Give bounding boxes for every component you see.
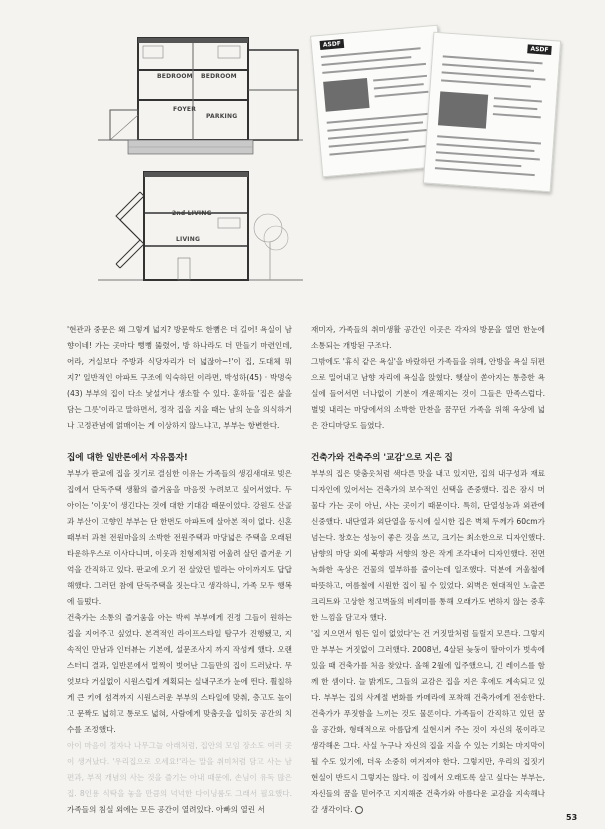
left-paragraph-1: 부부가 판교에 집을 짓기로 결심한 이유는 가족들의 생김새대로 빚은 집에서 단독주택 생활의 즐거움을 마음껏 누려보고 싶어서였다. 두 아이는 '이웃'이 생긴다는 것에 대한 기대감 때문이었다. 강원도 산골과 부산이 고향인 부부는 단 한번도 아파트에 살아본 적이 없다. 신혼 때부터 과천 전원마을의 소박한 전원주택과 마당넓은 주택을 오래된 타운하우스로 이사다니며, 이웃과 친형제처럼 어울려 살던 즐거운 기억을 간직하고 있다. 판교에 오기 전 살았던 빌라는 아이까지도 답답해했다. 그러던 참에 단독주택을 짓는다고 생각하니, 가족 모두 행복에 들떴다.	[67, 469, 292, 606]
right-paragraph-2-text: '집 지으면서 힘든 일이 없었다'는 건 거짓말처럼 들릴지 모른다. 그렇지만 부부는 거짓없이 그러했다. 2008년, 4살된 늦둥이 딸아이가 벗속에 있을 때 건축가를 처음 찾았다. 올해 2월에 입주했으니, 긴 레이스를 함께 한 셈이다. 늘 밝게도, 그들의 교감은 집을 지은 후에도 계속되고 있다. 부부는 집의 사계절 변화를 카메라에 포착해 건축가에게 전송한다. 건축가가 푸짓함을 느끼는 것도 물론이다. 가족들이 간직하고 있던 꿈을 공간화, 형태적으로 아름답게 실현시켜 주는 것이 자신의 몫이라고 생각해온 그다. 사실 누구나 자신의 집을 지을 수 있는 기회는 마지막이 될 수도 있기에, 더욱 소중히 여겨져야 한다. 그렇지만, 우리의 집짓기 현실이 반드시 그렇지는 않다. 이 집에서 오래도록 살고 싶다는 부부는, 자신들의 꿈을 믿어주고 지지해준 건축가와 아름다운 교감을 지속해나갈 생각이다.	[311, 629, 545, 814]
right-paragraph-2	[311, 626, 545, 818]
clipping-b-masthead: ASDF	[527, 44, 552, 55]
section-label-bedroom-1: BEDROOM	[157, 73, 193, 80]
elevation-label-living: LIVING	[176, 236, 201, 243]
section-label-bedroom-2: BEDROOM	[201, 73, 237, 80]
left-paragraph-3-tail: 가족들의 침실 외에는 모든 공간이 열려있다. 아빠의 열린 서	[67, 805, 265, 814]
end-mark-icon	[355, 806, 363, 814]
section-drawing-svg	[98, 20, 303, 158]
right-paragraph-0: 재미자, 가족들의 취미생활 공간인 이곳은 각자의 방문을 열면 한눈에 소통되는 개방된 구조다.	[311, 325, 545, 350]
magazine-clipping-b	[423, 32, 561, 193]
section-label-parking: PARKING	[206, 113, 238, 120]
elevation-label-2nd-living: 2nd LIVING	[172, 210, 212, 217]
left-intro-paragraph: '현관과 중문은 왜 그렇게 넓지? 방문학도 한뼘은 더 길어! 욕실이 남향이네! 가는 곳마다 뻥뻥 뚫렸어, 방 하나라도 더 만들기 마련인데, 어라, 거실보다 주방과 식당자리가 더 넓잖아~!'이 집, 도대체 뭐지?' 일반적인 아파트 구조에 익숙하던 이라면, 박성하(45) · 박명숙(43) 부부의 집이 다소 낯설거나 생소할 수 있다. 훈하들 '집은 삶을 담는 그릇'이라고 말하면서, 정작 집을 지을 때는 남의 눈을 의식하거나 고정관념에 얽매이는 게 이상하지 않느냐고, 부부는 항변한다.	[67, 325, 292, 430]
section-drawing	[98, 20, 303, 158]
clipping-b-photo	[438, 91, 488, 128]
elevation-drawing-svg	[98, 168, 303, 290]
left-heading: 집에 대한 일반론에서 자유롭자!	[67, 453, 188, 463]
left-paragraph-3-faded: 아이 마음이 정자나 나무그늘 아래처럼, 집안의 모임 장소도 여러 곳이 생겨났다. '우리집으로 오세요!'라는 말을 취미처럼 담고 사는 남편과, 부적 개념의 사는 것을 즐기는 아내 때문에, 손님이 유독 많은 집. 8인용 식탁을 놓을 만큼의 넉넉한 다이닝룸도 그래서 필요했다.	[67, 741, 292, 798]
right-paragraph-1: 부부의 집은 맞춤옷처럼 색다른 맛을 내고 있지만, 집의 내구성과 재료 디자인에 있어서는 건축가의 보수적인 선택을 존중했다. 집은 잠시 머물다 가는 곳이 아닌, 사는 곳이기 때문이다. 특히, 단열성능과 외관에 신중했다. 내단열과 외단열을 동시에 실시한 집은 벽체 두께가 60cm가 넘는다. 창호는 성능이 좋은 것을 쓰고, 크기는 최소한으로 디자인했다. 남향의 마당 외에 북향과 서향의 창은 작게 조각내어 디자인했다. 전면 녹화한 옥상은 건물의 열부하를 줄이는데 일조했다. 덕분에 겨울철에 따뜻하고, 여름철에 시원한 집이 될 수 있었다. 외벽은 현대적인 노출콘크리트와 고상한 청고벽돌의 비례미를 통해 오래가도 변하지 않는 중후한 느낌을 담고자 했다.	[311, 469, 545, 622]
left-column	[67, 322, 292, 818]
clipping-a-photo	[323, 78, 369, 112]
elevation-drawing	[98, 168, 303, 290]
left-paragraph-2: 건축가는 소통의 즐거움을 아는 박씨 부부에게 진정 그들이 원하는 집을 지어주고 싶었다. 본격적인 라이프스타일 탐구가 진행됐고, 지속적인 만남과 인터뷰는 기본에, 설문조사지 까지 작성케 했다. 오랜 스터디 결과, 일반론에서 멀찍이 벗어난 그들만의 집이 드러났다. 무엇보다 거실없이 시원스럽게 계획되는 실내구조가 눈에 띈다. 휠칠하게 큰 키에 섬격까지 시원스러운 부부의 스타일에 맞춰, 층고도 높이고 문짝도 넓히고 통로도 넓혀, 사람에게 맞춤옷을 입히듯 공간의 치수를 조정했다.	[67, 613, 292, 734]
right-column	[311, 322, 545, 818]
right-heading: 건축가와 건축주의 '교감'으로 지은 집	[311, 453, 453, 463]
right-paragraph-0b: 그밖에도 '휴식 같은 욕실'을 바랐하던 가족들을 위해, 안방을 욕실 뒤편으로 밀어내고 남향 자리에 욕실을 앉혔다. 햇살이 쏟아지는 통층한 욕실에 들어서면 너나없이 기분이 개운해지는 것이 그들은 만족스럽다. 별빛 내리는 마당에서의 소박한 만찬을 꿈꾸던 가족을 위해 옥상에 넓은 잔디마당도 들였다.	[311, 357, 545, 430]
left-paragraph-3	[67, 738, 292, 818]
clipping-a-masthead: ASDF	[320, 39, 345, 50]
page-number: 53	[566, 813, 578, 822]
section-label-foyer: FOYER	[173, 106, 197, 113]
